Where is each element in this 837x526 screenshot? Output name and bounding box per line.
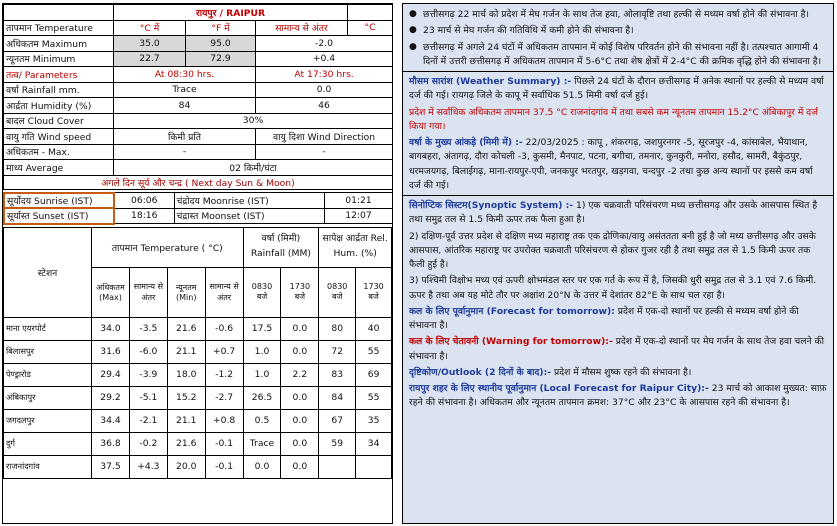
- station-value: 21.6: [167, 317, 205, 340]
- time-0830: At 08:30 hrs.: [114, 67, 256, 83]
- humidity-1730: 46: [256, 98, 393, 114]
- fahrenheit-header: °F में: [186, 20, 256, 36]
- station-value: 21.6: [167, 432, 205, 455]
- station-value: 15.2: [167, 386, 205, 409]
- station-value: +0.8: [205, 409, 243, 432]
- wind-max-label: अधिकतम - Max.: [4, 144, 114, 160]
- moonrise-label: चंद्रोदय Moonrise (IST): [174, 193, 324, 209]
- station-row: [4, 432, 392, 455]
- station-value: 34.4: [92, 409, 130, 432]
- rain-group-header: वर्षा (मिमी) Rainfall (MM): [243, 227, 319, 267]
- wind-max-speed: -: [114, 144, 256, 160]
- station-value: 80: [319, 317, 356, 340]
- station-value: -3.9: [129, 363, 167, 386]
- station-value: 84: [319, 386, 356, 409]
- station-value: -3.5: [129, 317, 167, 340]
- bullet-2: ● 23 मार्च से मेघ गर्जन की गतिविधि में कमी होने की संभावना है।: [409, 24, 827, 38]
- station-value: -0.6: [205, 317, 243, 340]
- station-value: 67: [319, 409, 356, 432]
- station-value: 20.0: [167, 455, 205, 478]
- outlook-para: दृष्टिकोण/Outlook (2 दिनों के बाद):- प्रदेश में मौसम शुष्क रहने की संभावना है।: [409, 366, 692, 378]
- forecast-panel: [402, 3, 834, 524]
- station-value: 40: [356, 317, 392, 340]
- station-value: -0.1: [205, 455, 243, 478]
- rainfall-0830: Trace: [114, 82, 256, 98]
- station-value: 29.2: [92, 386, 130, 409]
- station-value: -6.0: [129, 340, 167, 363]
- station-value: 0.0: [281, 455, 319, 478]
- station-name: बिलासपुर: [4, 340, 92, 363]
- station-value: 55: [356, 386, 392, 409]
- station-value: -0.2: [129, 432, 167, 455]
- forecast-para: कल के लिए पूर्वानुमान (Forecast for tomorrow): प्रदेश में एक-दो स्थानों पर हल्की से मध्यम वर्षा होने की संभावना है।: [409, 305, 799, 331]
- moonset-label: चंद्रास्त Moonset (IST): [174, 208, 324, 224]
- station-header: स्टेशन: [4, 227, 92, 317]
- station-row: [4, 409, 392, 432]
- moonrise-value: 01:21: [324, 193, 393, 209]
- wind-speed-unit: किमी प्रति: [114, 129, 256, 145]
- wind-speed-label: वायु गति Wind speed: [4, 129, 114, 145]
- time-1730: At 17:30 hrs.: [256, 67, 393, 83]
- station-value: 1.0: [243, 363, 281, 386]
- station-value: 1.0: [243, 340, 281, 363]
- max-dev-col: सामान्य से अंतर: [129, 267, 167, 317]
- moonset-value: 12:07: [324, 208, 393, 224]
- humidity-label: आर्द्रता Humidity (%): [4, 98, 114, 114]
- station-value: 21.1: [167, 340, 205, 363]
- station-value: 34.0: [92, 317, 130, 340]
- summary-para: मौसम सारांश (Weather Summary) :- पिछले 24 घंटों के दौरान छत्तीसगढ़ में अनेक स्थानों पर हल्की से मध्यम वर्षा दर्ज की गई। रायगढ़ जिले के कापू में सर्वाधिक 51.5 मिमी वर्षा दर्ज हुई।: [409, 76, 824, 102]
- rh-group-header: सापेक्ष आर्द्रता Rel. Hum. (%): [319, 227, 392, 267]
- wind-max-dir: -: [256, 144, 393, 160]
- min-dev: +0.4: [256, 51, 393, 67]
- max-dev: -2.0: [256, 36, 393, 52]
- wind-avg-value: 02 किमी/घंटा: [114, 160, 393, 176]
- station-value: 0.5: [243, 409, 281, 432]
- local-forecast-para: रायपुर शहर के लिए स्थानीय पूर्वानुमान (Local Forecast for Raipur City):- 23 मार्च को आकाश मुख्यत: साफ़ रहने की संभावना है। अधिकतम और न्यूनतम तापमान क्रमश: 37°C और 23°C के आसपास रहने की संभावना है।: [409, 383, 827, 409]
- station-row: [4, 386, 392, 409]
- min-dev-col: सामान्य से अंतर: [205, 267, 243, 317]
- cloud-value: 30%: [114, 113, 393, 129]
- min-label: न्यूनतम Minimum: [4, 51, 114, 67]
- summary-red: प्रदेश में सर्वाधिक अधिकतम तापमान 37.5 °C राजनांदगांव में तथा सबसे कम न्यूनतम तापमान 15.2°C अंबिकापुर में दर्ज किया गया।: [409, 106, 818, 132]
- synoptic-2: 2) दक्षिण-पूर्व उत्तर प्रदेश से दक्षिण मध्य महाराष्ट्र तक एक द्रोणिका/वायु असंततता बनी हुई है जो मध्य छत्तीसगढ़ और उसके आसपास, आंतरिक महाराष्ट्र पर उपरोक्त चक्रवाती परिसंचरण से होकर गुजर रही है तथा समुद्र तल से 1.5 किमी ऊपर तक फैली हुई है।: [409, 230, 816, 270]
- station-value: Trace: [243, 432, 281, 455]
- station-name: राजनांदगांव: [4, 455, 92, 478]
- station-name: पेण्ड्रारोड: [4, 363, 92, 386]
- station-name: अंबिकापुर: [4, 386, 92, 409]
- station-value: 72: [319, 340, 356, 363]
- temp-group-header: तापमान Temperature ( °C): [92, 227, 244, 267]
- rh-0830-col: 0830 बजे: [319, 267, 356, 317]
- min-f: 72.9: [186, 51, 256, 67]
- station-value: -2.1: [129, 409, 167, 432]
- station-value: 17.5: [243, 317, 281, 340]
- sunrise-label: सूर्योदय Sunrise (IST): [4, 193, 114, 209]
- raipur-summary-table: [3, 4, 393, 190]
- bullet-1: ● छत्तीसगढ़ 22 मार्च को प्रदेश में मेघ गर्जन के साथ तेज हवा, ओलावृष्टि तथा हल्की से मध्यम वर्षा होने की संभावना है।: [409, 8, 827, 22]
- wind-dir-label: वायु दिशा Wind Direction: [256, 129, 393, 145]
- rainfall-para: वर्षा के मुख्य आंकड़े (मिमी में) :- 22/03/2025 : कापू , शंकरगढ़, जशपुरनगर -5, सूरजपुर -4, कांसाबेल, भैयाथान, बागबहरा, अंतागढ़, दौरा कोचली -3, कुसमी, मैनपाट, पटना, बगीचा, तमनार, कुनकुरी, मनोरा, हसौद, सामरी, बैकुंठपुर, धरमजयगढ़, बिलाईगढ़, माना-रायपुर-एपी, जनकपुर भरतपुर, खड़गवा, चन्दपुर -2 तथा कुछ अन्य स्थानों पर इससे कम वर्षा दर्ज की गई।: [409, 137, 813, 191]
- station-name: जगदलपुर: [4, 409, 92, 432]
- sunset-label: सूर्यास्त Sunset (IST): [4, 208, 114, 224]
- humidity-0830: 84: [114, 98, 256, 114]
- min-c: 22.7: [114, 51, 186, 67]
- params-label: तत्व/ Parameters: [4, 67, 114, 83]
- max-c: 35.0: [114, 36, 186, 52]
- station-value: +4.3: [129, 455, 167, 478]
- max-f: 95.0: [186, 36, 256, 52]
- station-value: [356, 455, 392, 478]
- city-title: रायपुर / RAIPUR: [114, 5, 348, 21]
- station-value: 35: [356, 409, 392, 432]
- station-value: -2.7: [205, 386, 243, 409]
- station-value: 0.0: [281, 317, 319, 340]
- sun-moon-table: [3, 192, 393, 225]
- celsius-header: °C में: [114, 20, 186, 36]
- station-value: 34: [356, 432, 392, 455]
- rainfall-label: वर्षा Rainfall mm.: [4, 82, 114, 98]
- max-col: अधिकतम (Max): [92, 267, 130, 317]
- station-value: 31.6: [92, 340, 130, 363]
- station-value: 18.0: [167, 363, 205, 386]
- station-value: [319, 455, 356, 478]
- synoptic-1: सिनोप्टिक सिस्टम(Synoptic System) :- 1) एक चक्रवाती परिसंचरण मध्य छत्तीसगढ़ और उसके आसपास स्थित है तथा समुद्र तल से 1.5 किमी ऊपर तक फैला हुआ है।: [409, 200, 818, 226]
- raipur-weather-table: [2, 3, 393, 524]
- rainfall-1730: 0.0: [256, 82, 393, 98]
- station-value: 26.5: [243, 386, 281, 409]
- station-value: -5.1: [129, 386, 167, 409]
- station-row: [4, 340, 392, 363]
- station-value: 0.0: [243, 455, 281, 478]
- station-value: -0.1: [205, 432, 243, 455]
- station-table: [3, 227, 392, 479]
- station-value: 0.0: [281, 432, 319, 455]
- station-value: 2.2: [281, 363, 319, 386]
- station-row: [4, 363, 392, 386]
- station-value: 0.0: [281, 386, 319, 409]
- rh-1730-col: 1730 बजे: [356, 267, 392, 317]
- station-value: 0.0: [281, 340, 319, 363]
- sunset-value: 18:16: [114, 208, 174, 224]
- station-row: [4, 317, 392, 340]
- station-value: 0.0: [281, 409, 319, 432]
- sunrise-value: 06:06: [114, 193, 174, 209]
- station-value: 21.1: [167, 409, 205, 432]
- deviation-header: सामान्य से अंतर: [256, 20, 348, 36]
- max-label: अधिकतम Maximum: [4, 36, 114, 52]
- station-value: 59: [319, 432, 356, 455]
- cloud-label: बादल Cloud Cover: [4, 113, 114, 129]
- temp-header: तापमान Temperature: [4, 20, 114, 36]
- synoptic-3: 3) पश्चिमी विक्षोभ मध्य एवं ऊपरी क्षोभमंडल स्तर पर एक गर्त के रूप में है, जिसकी धुरी समुद्र तल से 3.1 एवं 7.6 किमी. ऊपर है तथा अब यह मोटे तौर पर अक्षांश 20°N के उत्तर में देशांतर 82°E के साथ चल रहा है।: [409, 275, 817, 301]
- station-value: -1.2: [205, 363, 243, 386]
- station-name: माना एयरपोर्ट: [4, 317, 92, 340]
- station-value: 37.5: [92, 455, 130, 478]
- station-value: 36.8: [92, 432, 130, 455]
- rain-0830-col: 0830 बजे: [243, 267, 281, 317]
- bullet-3: ● छत्तीसगढ़ में अगले 24 घंटों में अधिकतम तापमान में कोई विशेष परिवर्तन होने की संभावना नहीं है। तत्पश्चात आगामी 4 दिनों में उत्तरी छत्तीसगढ़ में अधिकतम तापमान में 5-6°C तथा शेष क्षेत्रों में 2-4°C की क्रमिक वृद्धि होने की संभावना है।: [409, 41, 827, 70]
- station-value: 29.4: [92, 363, 130, 386]
- station-value: +0.7: [205, 340, 243, 363]
- station-value: 69: [356, 363, 392, 386]
- station-name: दुर्ग: [4, 432, 92, 455]
- station-row: [4, 455, 392, 478]
- warning-para: कल के लिए चेतावनी (Warning for tomorrow):- प्रदेश में एक-दो स्थानों पर मेघ गर्जन के साथ तेज हवा चलने की संभावना है।: [409, 336, 824, 362]
- sun-moon-header: अगले दिन सूर्य और चन्द्र ( Next day Sun & Moon): [4, 175, 393, 189]
- station-value: 83: [319, 363, 356, 386]
- rain-1730-col: 1730 बजे: [281, 267, 319, 317]
- wind-avg-label: माध्य Average: [4, 160, 114, 176]
- celsius-unit: °C: [348, 20, 393, 36]
- station-value: 55: [356, 340, 392, 363]
- min-col: न्यूनतम (Min): [167, 267, 205, 317]
